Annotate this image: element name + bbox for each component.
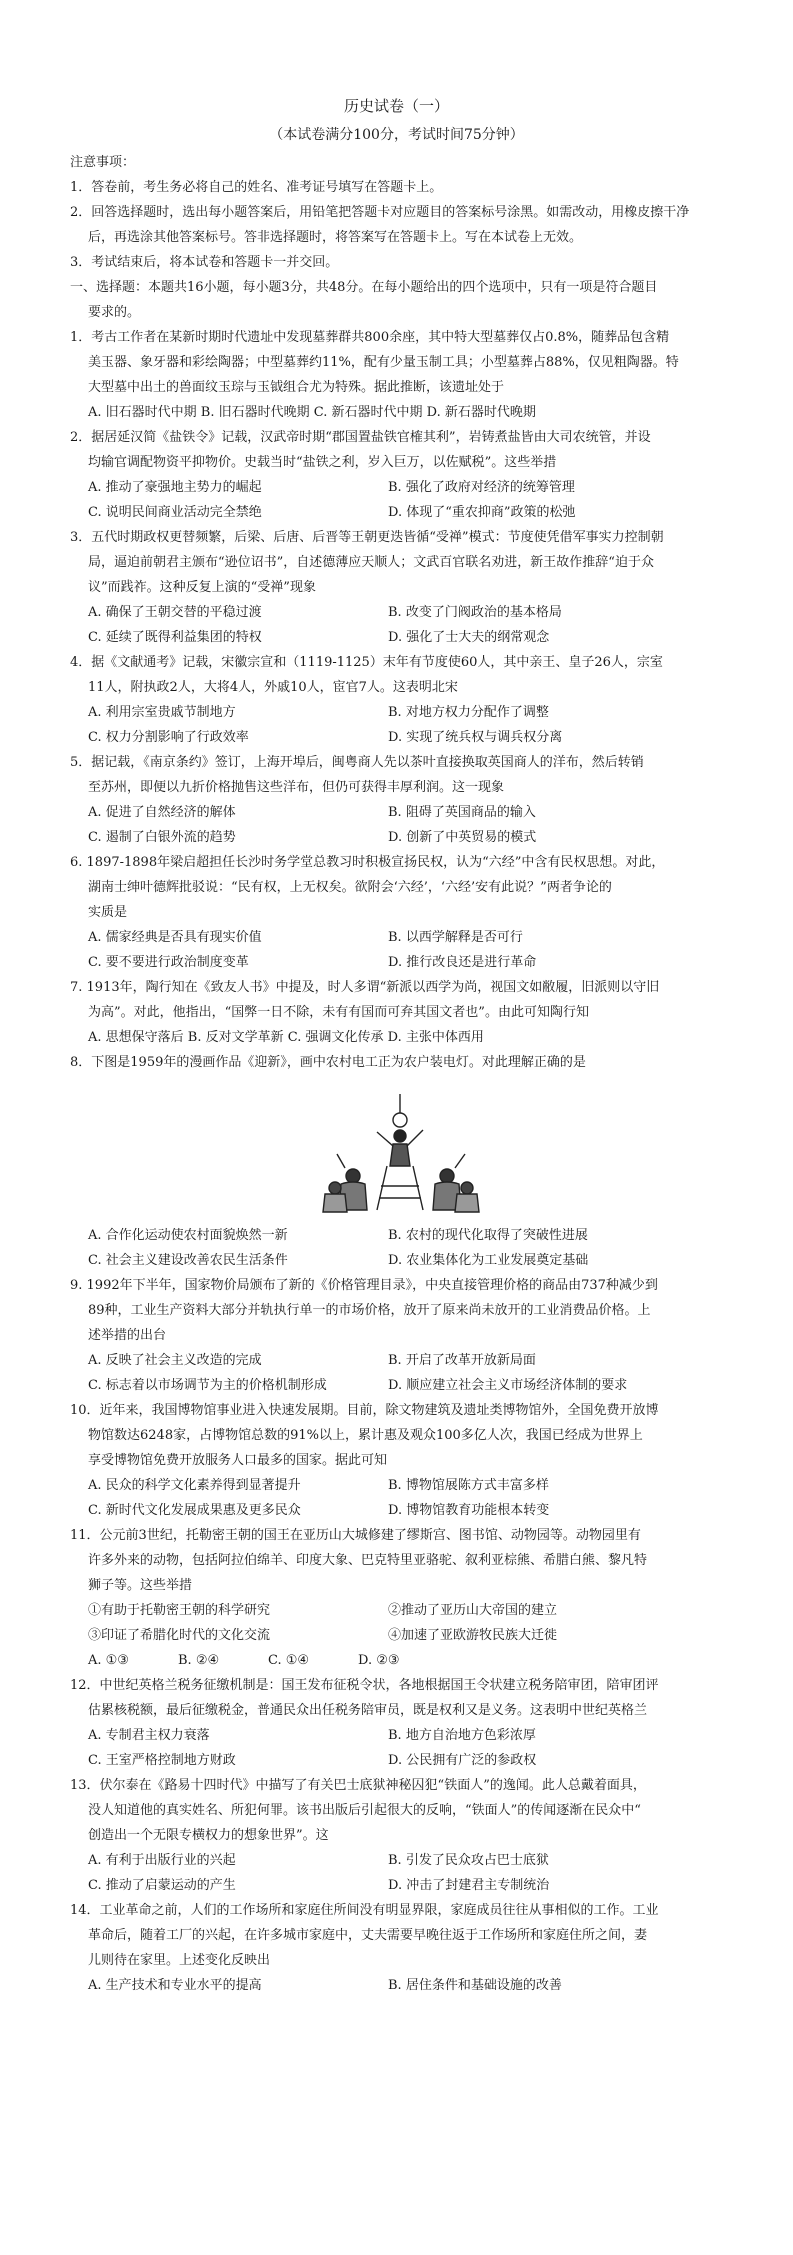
answer-options [70,1723,730,1773]
exam-title: 历史试卷（一） [343,97,449,115]
notice-line: 1．答卷前，考生务必将自己的姓名、准考证号填写在答题卡上。 [70,180,443,195]
answer-option: D. 农业集体化为工业发展奠定基础 [388,1253,589,1268]
question-2 [70,425,730,525]
stem-line: 2．据居延汉简《盐铁令》记载，汉武帝时期“郡国置盐铁官榷其利”，岩铸煮盐皆由大司农统管，并设 [70,430,651,445]
stem-line: 11人，附执政2人，大将4人，外戚10人，宦官7人。这表明北宋 [88,680,458,695]
answer-options [70,475,730,525]
question-12 [70,1673,730,1773]
question-stem [70,975,730,1025]
answer-option: A. 生产技术和专业水平的提高 [88,1978,262,1993]
stem-line: 估累核税额，最后征缴税金，普通民众出任税务陪审员，既是权利又是义务。这表明中世纪英格兰 [88,1703,648,1718]
answer-option: A. 反映了社会主义改造的完成 [88,1353,262,1368]
answer-options [70,1473,730,1523]
question-13 [70,1773,730,1898]
answer-option: C. 延续了既得利益集团的特权 [88,630,262,645]
stem-line: 革命后，随着工厂的兴起，在许多城市家庭中，丈夫需要早晚往返于工作场所和家庭住所之间，妻 [88,1928,648,1943]
question-11 [70,1523,730,1673]
question-stem [70,525,730,600]
notice-item [70,175,730,200]
sub-option: ④加速了亚欧游牧民族大迁徙 [388,1628,558,1643]
question-9 [70,1273,730,1398]
answer-option: A. 民众的科学文化素养得到显著提升 [88,1478,301,1493]
exam-subtitle: （本试卷满分100分，考试时间75分钟） [269,127,524,143]
question-stem [70,1050,730,1075]
answer-option: D. 公民拥有广泛的参政权 [388,1753,537,1768]
answer-options [70,400,730,425]
stem-line: 4．据《文献通考》记载，宋徽宗宣和（1119-1125）末年有节度使60人，其中亲王、皇子26人，宗室 [70,655,663,670]
stem-line: 13．伏尔泰在《路易十四时代》中描写了有关巴士底狱神秘囚犯“铁面人”的逸闻。此人总戴着面具， [70,1778,646,1793]
question-10 [70,1398,730,1523]
answer-option: D. 冲击了封建君主专制统治 [388,1878,550,1893]
stem-line: 均输官调配物资平抑物价。史载当时“盐铁之利，岁入巨万，以佐赋税”。这些举措 [88,455,557,470]
stem-line: 没人知道他的真实姓名、所犯何罪。该书出版后引起很大的反响，“铁面人”的传闻逐渐在民众中“ [88,1803,641,1818]
answer-options [70,800,730,850]
notice-item [70,200,730,250]
answer-option: A. 有利于出版行业的兴起 [88,1853,236,1868]
answer-option: B. 引发了民众攻占巴士底狱 [388,1853,549,1868]
stem-line: 12．中世纪英格兰税务征缴机制是：国王发布征税令状，各地根据国王令状建立税务陪审团，陪审团评 [70,1678,659,1693]
answer-option: A. ①③ [88,1653,129,1668]
stem-line: 14．工业革命之前，人们的工作场所和家庭住所间没有明显界限，家庭成员往往从事相似的工作。工业 [70,1903,659,1918]
answer-options [70,1848,730,1898]
stem-line: 享受博物馆免费开放服务人口最多的国家。据此可知 [88,1453,388,1468]
stem-line: 1．考古工作者在某新时期时代遗址中发现墓葬群共800余座，其中特大型墓葬仅占0.8%，随葬品包含精 [70,330,670,345]
answer-option: A. 促进了自然经济的解体 [88,805,236,820]
stem-line: 议”而践祚。这种反复上演的“受禅”现象 [88,580,316,595]
stem-line: 9. 1992年下半年，国家物价局颁布了新的《价格管理目录》，中央直接管理价格的商品由737种减少到 [70,1278,658,1293]
answer-option: D. 实现了统兵权与调兵权分离 [388,730,563,745]
sub-options [70,1598,730,1648]
answer-option: C. 说明民间商业活动完全禁绝 [88,505,262,520]
question-14 [70,1898,730,1998]
stem-line: 至苏州，即便以九折价格抛售这些洋布，但仍可获得丰厚利润。这一现象 [88,780,505,795]
answer-option: B. 对地方权力分配作了调整 [388,705,549,720]
stem-line: 7. 1913年，陶行知在《致友人书》中提及，时人多谓“新派以西学为尚，视国文如敝履，旧派则以守旧 [70,980,660,995]
question-1 [70,325,730,425]
stem-line: 物馆数达6248家，占博物馆总数的91%以上，累计惠及观众100多亿人次，我国已经成为世界上 [88,1428,643,1443]
section-heading [70,275,730,325]
answer-options [70,1973,730,1998]
stem-line: 局，逼迫前朝君主颁布“逊位诏书”，自述德薄应天顺人；文武百官联名劝进，新王故作推辞“迫于众 [88,555,654,570]
answer-option: A. 合作化运动使农村面貌焕然一新 [88,1228,288,1243]
answer-options [70,925,730,975]
answer-option: B. 强化了政府对经济的统筹管理 [388,480,575,495]
question-stem [70,1523,730,1598]
stem-line: 10．近年来，我国博物馆事业进入快速发展期。目前，除文物建筑及遗址类博物馆外，全国免费开放博 [70,1403,659,1418]
answer-option: A. 思想保守落后 B. 反对文学革新 C. 强调文化传承 D. 主张中体西用 [88,1030,484,1045]
answer-option: B. 农村的现代化取得了突破性进展 [388,1228,588,1243]
question-stem [70,1898,730,1973]
answer-option: C. 社会主义建设改善农民生活条件 [88,1253,288,1268]
stem-line: 许多外来的动物，包括阿拉伯绵羊、印度大象、巴克特里亚骆驼、叙利亚棕熊、希腊白熊、黎凡特 [88,1553,648,1568]
answer-options [70,700,730,750]
answer-option: D. 创新了中英贸易的模式 [388,830,537,845]
answer-option: C. 王室严格控制地方财政 [88,1753,236,1768]
answer-option: B. 改变了门阀政治的基本格局 [388,605,562,620]
answer-option: C. 标志着以市场调节为主的价格机制形成 [88,1378,327,1393]
answer-option: B. 地方自治地方色彩浓厚 [388,1728,536,1743]
question-4 [70,650,730,750]
answer-option: D. ②③ [358,1653,400,1668]
answer-options [70,600,730,650]
stem-line: 3．五代时期政权更替频繁，后梁、后唐、后晋等王朝更迭皆循“受禅”模式：节度使凭借军事实力控制朝 [70,530,664,545]
answer-option: B. 开启了改革开放新局面 [388,1353,536,1368]
answer-option: C. ①④ [268,1653,310,1668]
stem-line: 狮子等。这些举措 [88,1578,193,1593]
question-stem [70,850,730,925]
answer-option: B. 居住条件和基础设施的改善 [388,1978,562,1993]
sub-option: ②推动了亚历山大帝国的建立 [388,1603,558,1618]
question-stem [70,650,730,700]
notice-header: 注意事项： [70,155,136,170]
question-5 [70,750,730,850]
answer-option: B. ②④ [178,1653,220,1668]
question-stem [70,1273,730,1348]
question-stem [70,1398,730,1473]
stem-line: 湖南士绅叶德辉批驳说：“民有权，上无权矣。欲附会‘六经’，‘六经’安有此说？”两者争论的 [88,880,612,895]
sub-option: ①有助于托勒密王朝的科学研究 [88,1603,271,1618]
stem-line: 11．公元前3世纪，托勒密王朝的国王在亚历山大城修建了缪斯宫、图书馆、动物园等。动物园里有 [70,1528,641,1543]
answer-option: A. 儒家经典是否具有现实价值 [88,930,262,945]
question-7 [70,975,730,1050]
answer-option: A. 旧石器时代中期 B. 旧石器时代晚期 C. 新石器时代中期 D. 新石器时代晚期 [88,405,536,420]
answer-options [70,1223,730,1273]
answer-option: A. 推动了豪强地主势力的崛起 [88,480,262,495]
stem-line: 创造出一个无限专横权力的想象世界”。这 [88,1828,329,1843]
answer-option: A. 利用宗室贵戚节制地方 [88,705,236,720]
question-stem [70,425,730,475]
answer-options [70,1348,730,1398]
answer-option: C. 遏制了白银外流的趋势 [88,830,236,845]
answer-option: D. 顺应建立社会主义市场经济体制的要求 [388,1378,628,1393]
question-stem [70,1673,730,1723]
question-stem [70,1773,730,1848]
stem-line: 为高”。对此，他指出，“国弊一日不除，未有有国而可弃其国文者也”。由此可知陶行知 [88,1005,589,1020]
cartoon-figure [70,1079,730,1219]
stem-line: 8．下图是1959年的漫画作品《迎新》，画中农村电工正为农户装电灯。对此理解正确的是 [70,1055,586,1070]
notice-item [70,250,730,275]
stem-line: 述举措的出台 [88,1328,167,1343]
exam-content [70,150,730,1998]
answer-option: B. 以西学解释是否可行 [388,930,523,945]
answer-option: C. 新时代文化发展成果惠及更多民众 [88,1503,301,1518]
question-stem [70,750,730,800]
answer-option: D. 体现了“重农抑商”政策的松弛 [388,505,576,520]
stem-line: 大型墓中出土的兽面纹玉琮与玉钺组合尤为特殊。据此推断，该遗址处于 [88,380,505,395]
answer-option: A. 专制君主权力衰落 [88,1728,210,1743]
stem-line: 89种，工业生产资料大部分并轨执行单一的市场价格，放开了原来尚未放开的工业消费品价格。上 [88,1303,651,1318]
question-8 [70,1050,730,1273]
answer-option: B. 博物馆展陈方式丰富多样 [388,1478,549,1493]
answer-option: C. 要不要进行政治制度变革 [88,955,249,970]
stem-line: 美玉器、象牙器和彩绘陶器；中型墓葬约11%，配有少量玉制工具；小型墓葬占88%，仅见粗陶器。特 [88,355,679,370]
answer-option: C. 权力分割影响了行政效率 [88,730,249,745]
answer-option: D. 推行改良还是进行革命 [388,955,537,970]
section-line: 一、选择题：本题共16小题，每小题3分，共48分。在每小题给出的四个选项中，只有一项是符合题目 [70,280,658,295]
stem-line: 6. 1897-1898年梁启超担任长沙时务学堂总教习时积极宣扬民权，认为“六经”中含有民权思想。对此， [70,855,665,870]
question-6 [70,850,730,975]
answer-option: C. 推动了启蒙运动的产生 [88,1878,236,1893]
stem-line: 5．据记载，《南京条约》签订，上海开埠后，闽粤商人先以茶叶直接换取英国商人的洋布，然后转销 [70,755,644,770]
notice-line: 3．考试结束后，将本试卷和答题卡一并交回。 [70,255,339,270]
answer-options [70,1648,730,1673]
answer-option: A. 确保了王朝交替的平稳过渡 [88,605,262,620]
notice-line: 2．回答选择题时，选出每小题答案后，用铅笔把答题卡对应题目的答案标号涂黑。如需改动，用橡皮擦干净 [70,205,690,220]
answer-option: B. 阻碍了英国商品的输入 [388,805,536,820]
stem-line: 实质是 [88,905,128,920]
answer-options [70,1025,730,1050]
notice-line: 后，再选涂其他答案标号。答非选择题时，将答案写在答题卡上。写在本试卷上无效。 [88,230,583,245]
stem-line: 儿则待在家里。上述变化反映出 [88,1953,271,1968]
section-line: 要求的。 [88,305,141,320]
sub-option: ③印证了希腊化时代的文化交流 [88,1628,271,1643]
answer-option: D. 博物馆教育功能根本转变 [388,1503,550,1518]
question-stem [70,325,730,400]
answer-option: D. 强化了士大夫的纲常观念 [388,630,550,645]
question-3 [70,525,730,650]
cartoon-illustration-icon [315,1084,485,1214]
